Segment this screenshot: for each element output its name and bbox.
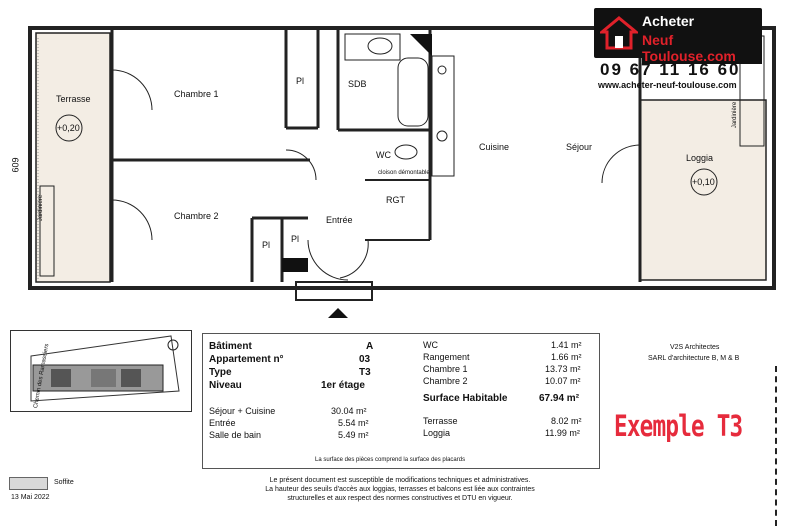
wc-value: 1.41 m² [551, 340, 582, 350]
sdb-label: Salle de bain [209, 430, 262, 440]
wc-label: WC [423, 340, 438, 350]
soffite-label: Soffite [54, 479, 74, 486]
architect-name: V2S Architectes [670, 344, 720, 351]
footer-line1: Le présent document est susceptible de modifications techniques et administratives. [269, 477, 531, 484]
cloison-label: cloison démontable [378, 170, 430, 176]
phone-number: 09 67 11 16 60 [600, 60, 741, 79]
loggia-value: 11.99 m² [545, 428, 580, 438]
dimension-label: 609 [10, 157, 21, 173]
placard-2: Pl [262, 240, 271, 250]
type-value: T3 [359, 367, 371, 378]
jardiniere-left-label: Jardinière [38, 194, 45, 222]
ch1-label: Chambre 1 [423, 364, 468, 374]
house-logo-icon [600, 16, 638, 50]
street-name: Chemin des Ramassiers [33, 343, 51, 409]
surface-note: La surface des pièces comprend la surface des placards [315, 457, 466, 463]
sejour-label: Séjour + Cuisine [209, 406, 276, 416]
rangement-value: 1.66 m² [551, 352, 582, 362]
terrasse-level: +0,20 [57, 123, 80, 133]
room-terrasse: Terrasse [56, 94, 91, 104]
side-mark [775, 366, 780, 526]
sejour-value: 30.04 m² [331, 406, 367, 416]
sdb-value: 5.49 m² [338, 430, 369, 440]
brand-line2: Neuf Toulouse.com [642, 32, 762, 64]
loggia-label: Loggia [423, 428, 451, 438]
architect-firm: SARL d'architecture B, M & B [648, 355, 740, 362]
appartement-label: Appartement n° [209, 354, 284, 365]
batiment-label: Bâtiment [209, 341, 252, 352]
footer-disclaimer [200, 476, 600, 503]
footer-line3: structurelles et aux respect des normes constructives et DTU en vigueur. [287, 495, 513, 502]
brand-logo [594, 8, 762, 64]
room-cuisine: Cuisine [479, 142, 510, 152]
niveau-value: 1er étage [321, 380, 365, 391]
brand-line1: Acheter [642, 13, 695, 29]
room-chambre2: Chambre 2 [174, 211, 219, 221]
plan-date: 13 Mai 2022 [11, 494, 50, 501]
placard-3: Pl [291, 234, 300, 244]
entree-value: 5.54 m² [338, 418, 369, 428]
room-sdb: SDB [348, 79, 367, 89]
appartement-value: 03 [359, 354, 371, 365]
room-loggia: Loggia [686, 153, 714, 163]
ch2-value: 10.07 m² [545, 376, 581, 386]
surface-label: Surface Habitable [423, 393, 508, 404]
example-label: Exemple T3 [614, 409, 743, 443]
terrasse-label: Terrasse [423, 416, 458, 426]
entree-label: Entrée [209, 418, 236, 428]
room-entree: Entrée [326, 215, 353, 225]
footer-line2: La hauteur des seuils d'accès aux loggias, terrasses et balcons est liée aux contraintes [265, 486, 535, 493]
room-rgt: RGT [386, 195, 405, 205]
type-label: Type [209, 367, 232, 378]
location-map [10, 330, 192, 412]
niveau-label: Niveau [209, 380, 242, 391]
batiment-value: A [366, 341, 374, 352]
room-sejour: Séjour [566, 142, 593, 152]
surface-table [202, 333, 600, 469]
room-wc: WC [376, 150, 391, 160]
rangement-label: Rangement [423, 352, 470, 362]
soffite-swatch [9, 477, 48, 490]
room-chambre1: Chambre 1 [174, 89, 219, 99]
ch1-value: 13.73 m² [545, 364, 581, 374]
terrasse-value: 8.02 m² [551, 416, 582, 426]
website-url: www.acheter-neuf-toulouse.com [598, 80, 737, 90]
loggia-level: +0,10 [692, 177, 715, 187]
ch2-label: Chambre 2 [423, 376, 468, 386]
surface-value: 67.94 m² [539, 393, 580, 404]
placard-1: Pl [296, 76, 305, 86]
jardiniere-right-label: Jardinière [732, 101, 739, 129]
